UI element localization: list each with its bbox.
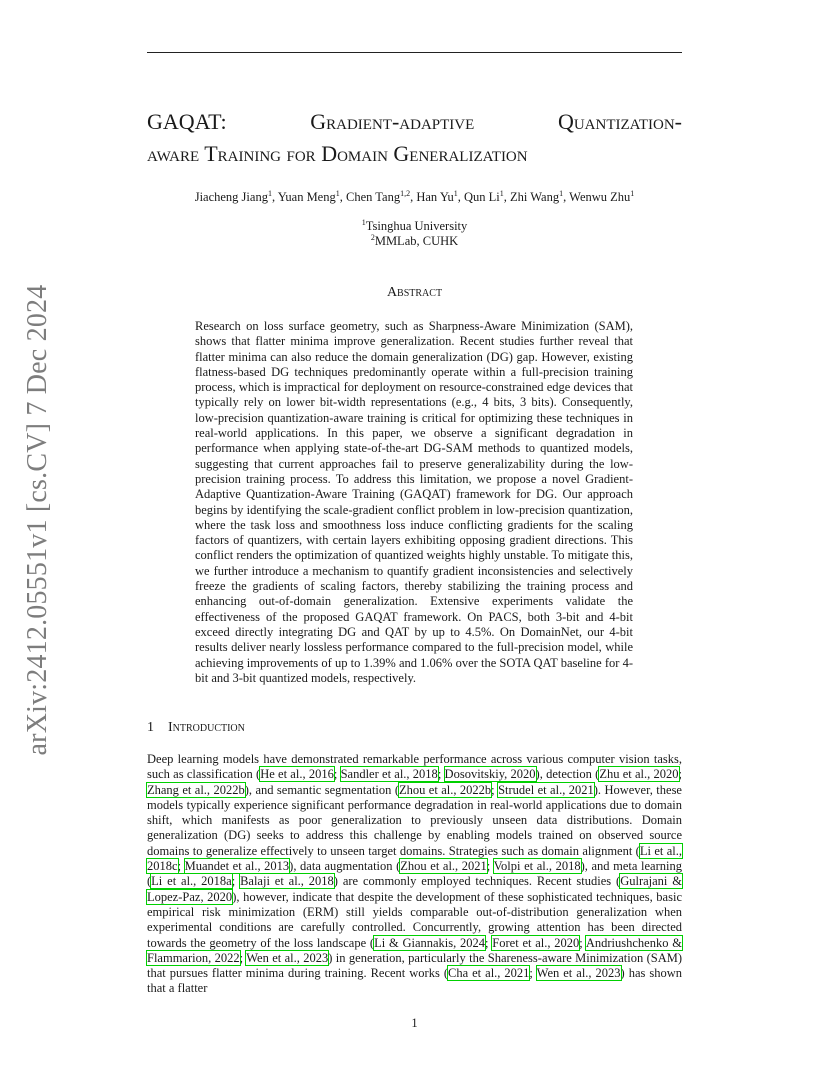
title-word: Gradient-adaptive (310, 109, 475, 134)
citation-link[interactable]: Dosovitskiy, 2020 (444, 767, 536, 782)
intro-text: ), detection ( (535, 767, 600, 782)
introduction-body (147, 752, 682, 997)
citation-link[interactable]: Li et al., 2018c (147, 843, 682, 874)
title-part: for (281, 141, 322, 166)
intro-text: ) in generation, particularly the Shareness-aware Minimization (SAM) that pursues flatter minima during training. Recent works ( (147, 950, 682, 981)
citation-link[interactable]: Zhu et al., 2020 (599, 767, 679, 782)
affiliations (147, 219, 682, 249)
citation-link[interactable]: Li & Giannakis, 2024 (374, 935, 486, 950)
citation-link[interactable]: Strudel et al., 2021 (498, 782, 594, 797)
section-number: 1 (147, 720, 154, 735)
author: Han Yu$^1$ (416, 188, 458, 204)
intro-text: ; (177, 859, 185, 874)
intro-text: ; (678, 767, 682, 782)
section-title: Introduction (168, 720, 245, 735)
intro-text: ; (437, 767, 445, 782)
author: Chen Tang$^{1,2}$ (345, 188, 411, 204)
title-word: GAQAT: (147, 109, 227, 134)
title-part: aware (147, 141, 205, 166)
title-part: Domain (321, 141, 388, 166)
affiliation: $^1$Tsinghua University (361, 217, 468, 233)
citation-link[interactable]: Foret et al., 2020 (492, 935, 580, 950)
title-part: Generalization (393, 141, 528, 166)
title-part: Training (204, 141, 281, 166)
section-heading (147, 720, 245, 736)
citation-link[interactable]: Gulrajani & Lopez-Paz, 2020 (147, 874, 682, 904)
top-rule (147, 52, 682, 53)
title-word: Quantization- (557, 109, 682, 134)
intro-text: ; (491, 782, 499, 797)
citation-link[interactable]: Volpi et al., 2018 (493, 859, 581, 874)
citation-link[interactable]: Wen et al., 2023 (246, 950, 329, 965)
citation-link[interactable]: Zhang et al., 2022b (147, 782, 245, 797)
citation-link[interactable]: Wen et al., 2023 (536, 966, 621, 981)
author: Yuan Meng$^1$ (277, 188, 340, 204)
intro-text: ) has shown that a flatter (147, 966, 683, 996)
citation-link[interactable]: Li et al., 2018a (151, 874, 232, 889)
citation-link[interactable]: Zhou et al., 2022b (398, 782, 492, 797)
author: Qun Li$^1$ (463, 188, 504, 204)
citation-link[interactable]: Muandet et al., 2013 (184, 859, 290, 874)
intro-text: ; (486, 859, 494, 874)
intro-text: ), and meta learning ( (147, 859, 682, 889)
author: Zhi Wang$^1$ (510, 188, 564, 204)
intro-text: Deep learning models have demonstrated remarkable performance across various computer vision tasks, such as classification ( (147, 752, 682, 782)
citation-link[interactable]: Zhou et al., 2021 (400, 859, 487, 874)
intro-text: ), however, indicate that despite the development of these sophisticated techniques, basic empirical risk minimization (ERM) still yields comparable out-of-distribution generalization when experimental conditions are carefully controlled. Concurrently, growing attention has been directed towards the geometry of the loss landscape ( (147, 889, 682, 950)
citation-link[interactable]: Sandler et al., 2018 (340, 767, 438, 782)
page-number: 1 (411, 1016, 418, 1030)
intro-text: ). However, these models typically experience significant performance degradation in real-world applications due to domain shift, which manifests as poor generalization to previously unseen data distributions. Domain generalization (DG) seeks to address this challenge by enabling models trained on observed source domains to generalize effectively to unseen target domains. Strategies such as domain alignment ( (147, 782, 682, 858)
author-list: Jiacheng Jiang$^1$, Yuan Meng$^1$, Chen Tang$^{1,2}$, Han Yu$^1$, Qun Li$^1$, Zhi Wang$^1$, Wenwu Zhu$^1$ (194, 188, 635, 204)
title-line-2 (147, 138, 682, 170)
paper-title (147, 106, 682, 170)
citation-link[interactable]: Cha et al., 2021 (448, 966, 530, 981)
citation-link[interactable]: Andriushchenko & Flammarion, 2022 (147, 935, 682, 965)
intro-text: ), and semantic segmentation ( (244, 782, 399, 797)
intro-text: ), data augmentation ( (289, 859, 401, 874)
intro-text: ; (239, 950, 247, 965)
intro-text: ; (333, 767, 341, 782)
arxiv-id[interactable]: arXiv:2412.05551v1 [cs.CV] 7 Dec 2024 (22, 284, 53, 756)
citation-link[interactable]: Balaji et al., 2018 (240, 874, 334, 889)
abstract-heading: Abstract (386, 285, 443, 300)
intro-text: ; (579, 935, 586, 950)
author: Jiacheng Jiang$^1$ (194, 188, 272, 204)
citation-link[interactable]: He et al., 2016 (260, 767, 334, 782)
intro-text: ; (485, 935, 493, 950)
title-line-1 (147, 106, 682, 138)
abstract-body: Research on loss surface geometry, such as Sharpness-Aware Minimization (SAM), shows that flatter minima improve generalization. Recent studies further reveal that flatter minima can also reduce the domain generalization (DG) gap. However, existing flatness-based DG techniques predominantly operate within a full-precision training process, which is impractical for deployment on resource-constrained edge devices that typically rely on lower bit-width representations (e.g., 4 bits, 3 bits). Consequently, low-precision quantization-aware training is critical for optimizing these techniques in real-world applications. In this paper, we observe a significant degradation in performance when applying state-of-the-art DG-SAM methods to quantized models, suggesting that current approaches fail to preserve generalizability during the low-precision training process. To address this limitation, we propose a novel Gradient-Adaptive Quantization-Aware Training (GAQAT) framework for DG. Our approach begins by identifying the scale-gradient conflict problem in low-precision quantization, where the task loss and smoothness loss induce conflicting gradients for the scaling factors of quantizers, with certain layers exhibiting opposing gradient directions. This conflict renders the optimization of quantized weights highly unstable. To mitigate this, we further introduce a mechanism to quantify gradient inconsistencies and selectively freeze the gradients of scaling factors, thereby stabilizing the training process and enhancing out-of-domain generalization. Extensive experiments validate the effectiveness of the proposed GAQAT framework. On PACS, both 3-bit and 4-bit exceed directly integrating DG and QAT by up to 4.5%. On DomainNet, our 4-bit results deliver nearly lossless performance compared to the full-precision model, while achieving improvements of up to 1.39% and 1.06% over the SOTA QAT baseline for 4-bit and 3-bit quantized models, respectively. (195, 319, 633, 685)
affiliation: $^2$MMLab, CUHK (370, 232, 459, 248)
intro-text: ) are commonly employed techniques. Recent studies ( (333, 874, 621, 889)
intro-text: ; (231, 874, 241, 889)
author: Wenwu Zhu$^1$ (569, 188, 635, 204)
intro-text: ; (529, 966, 537, 981)
